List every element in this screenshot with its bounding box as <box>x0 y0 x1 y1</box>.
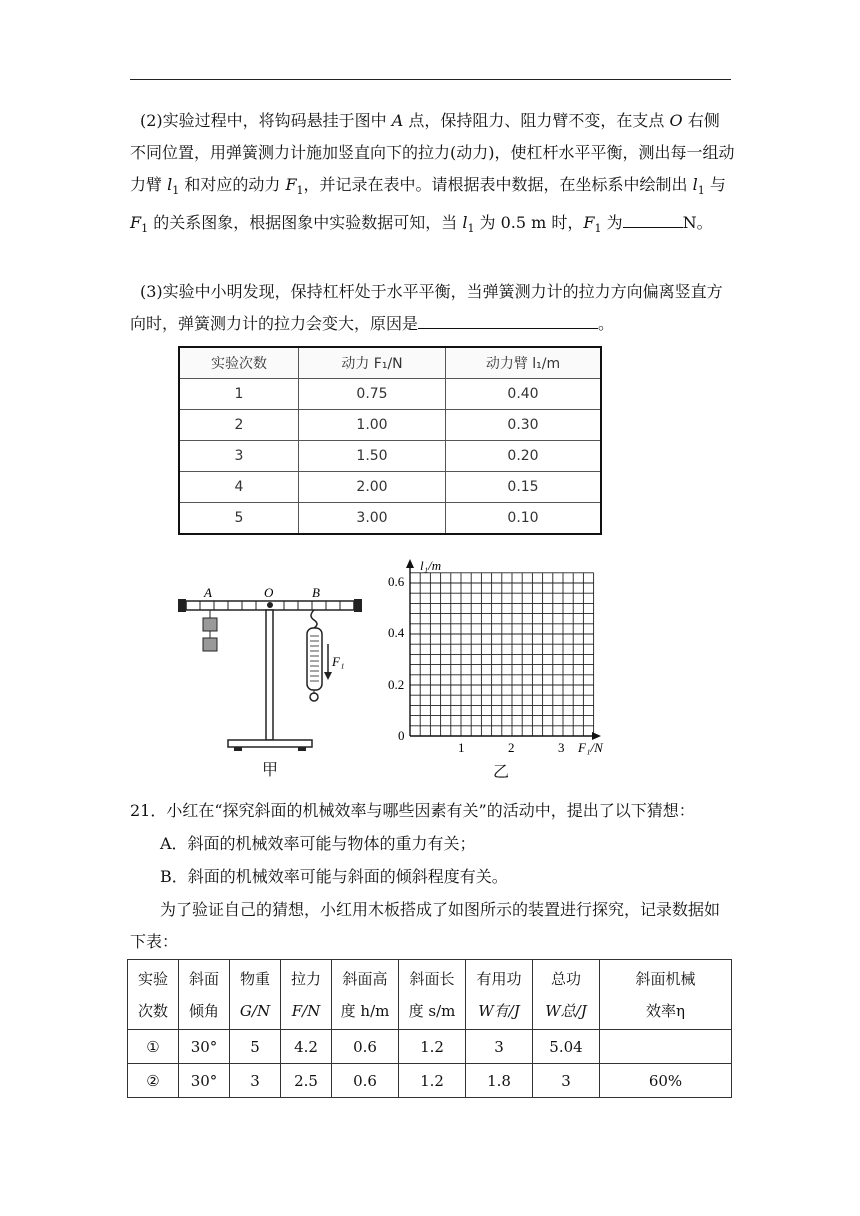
table-header: 拉力 F/N <box>281 960 332 1030</box>
lever-data-table <box>178 346 602 535</box>
cell: 0.15 <box>446 472 602 503</box>
force-label: F₁ <box>332 654 345 669</box>
x-axis-label: F₁/N <box>578 740 603 755</box>
q21-option-b: B．斜面的机械效率可能与斜面的倾斜程度有关。 <box>160 867 508 886</box>
cell: 30° <box>179 1064 230 1098</box>
cell: 1 <box>179 379 299 410</box>
force-arrow-icon <box>324 672 332 680</box>
cell: 0.20 <box>446 441 602 472</box>
scale-ring <box>310 693 318 701</box>
table-row <box>179 410 601 441</box>
point-label-o: O <box>264 585 274 600</box>
cell: 4 <box>179 472 299 503</box>
cell: ② <box>128 1064 179 1098</box>
balance-nut-left <box>178 599 186 612</box>
table-row <box>128 1030 732 1064</box>
y-tick-label: 0.2 <box>388 677 405 692</box>
support-post <box>266 610 273 740</box>
pivot-point <box>267 602 273 608</box>
figure-caption-yi: 乙 <box>493 762 510 781</box>
table-header: 总功 W总/J <box>533 960 600 1030</box>
table-header: 动力 F₁/N <box>299 347 446 379</box>
table-row <box>179 472 601 503</box>
cell: 2.00 <box>299 472 446 503</box>
y-tick-label: 0.4 <box>388 625 405 640</box>
x-tick-label: 1 <box>458 740 465 755</box>
cell: 0.40 <box>446 379 602 410</box>
q20-part3: (3)实验中小明发现，保持杠杆处于水平平衡，当弹簧测力计的拉力方向偏离竖直方向时，弹簧测力计的拉力会变大，原因是 。 <box>130 282 723 333</box>
figure-caption-jia: 甲 <box>262 760 279 779</box>
cell: 30° <box>179 1030 230 1064</box>
q21-intro: 为了验证自己的猜想，小红用木板搭成了如图所示的装置进行探究，记录数据如下表： <box>130 900 721 951</box>
table-header: 实验 次数 <box>128 960 179 1030</box>
cell: 0.30 <box>446 410 602 441</box>
cell: 5 <box>179 503 299 535</box>
hook-weight <box>203 638 217 651</box>
cell: 3 <box>230 1064 281 1098</box>
y-tick-label: 0.6 <box>388 574 405 589</box>
incline-data-table <box>127 959 732 1098</box>
table-header: 斜面机械 效率η <box>600 960 732 1030</box>
cell: 60% <box>600 1064 732 1098</box>
y-axis-arrow-icon <box>406 559 414 568</box>
cell: 2 <box>179 410 299 441</box>
cell: ① <box>128 1030 179 1064</box>
cell: 5.04 <box>533 1030 600 1064</box>
balance-nut-right <box>354 599 362 612</box>
table-row <box>179 503 601 535</box>
x-tick-label: 2 <box>508 740 515 755</box>
table-header: 实验次数 <box>179 347 299 379</box>
hook-weight <box>203 618 217 631</box>
cell: 3 <box>533 1064 600 1098</box>
table-row <box>179 441 601 472</box>
cell <box>600 1030 732 1064</box>
answer-blank-reason[interactable] <box>418 312 598 329</box>
y-tick-label: 0 <box>398 728 405 743</box>
table-header: 动力臂 l₁/m <box>446 347 602 379</box>
table-header: 有用功 W有/J <box>466 960 533 1030</box>
point-label-a: A <box>204 585 212 600</box>
table-header: 斜面长 度 s/m <box>399 960 466 1030</box>
table-header: 斜面高 度 h/m <box>332 960 399 1030</box>
table-row <box>128 1064 732 1098</box>
cell: 3 <box>466 1030 533 1064</box>
x-axis-arrow-icon <box>592 732 601 740</box>
cell: 1.2 <box>399 1030 466 1064</box>
cell: 0.10 <box>446 503 602 535</box>
answer-blank-force[interactable] <box>623 211 683 228</box>
y-axis-label: l₁/m <box>420 558 442 573</box>
q21-stem: 21．小红在“探究斜面的机械效率与哪些因素有关”的活动中，提出了以下猜想： <box>130 801 695 820</box>
cell: 0.6 <box>332 1064 399 1098</box>
cell: 1.8 <box>466 1064 533 1098</box>
q21-option-a: A．斜面的机械效率可能与物体的重力有关； <box>160 834 476 853</box>
table-header: 斜面 倾角 <box>179 960 230 1030</box>
cell: 2.5 <box>281 1064 332 1098</box>
cell: 3 <box>179 441 299 472</box>
table-row <box>179 379 601 410</box>
cell: 1.2 <box>399 1064 466 1098</box>
cell: 0.75 <box>299 379 446 410</box>
empty-coordinate-grid <box>380 554 620 784</box>
cell: 0.6 <box>332 1030 399 1064</box>
cell: 5 <box>230 1030 281 1064</box>
cell: 3.00 <box>299 503 446 535</box>
q20-part2: (2)实验过程中，将钩码悬挂于图中 A 点，保持阻力、阻力臂不变，在支点 O 右侧不同位置，用弹簧测力计施加竖直向下的拉力(动力)，使杠杆水平平衡，测出每一组动力臂 $l_1$ 和对应的动力 $F_1$，并记录在表中。请根据表中数据，在坐标系中绘制出 $l_1$ 与 $F_1$ 的关系图象，根据图象中实验数据可知，当 $l_1$ 为 0.5 m 时，$F_1$ 为 N。 <box>130 111 735 236</box>
cell: 4.2 <box>281 1030 332 1064</box>
table-header: 物重 G/N <box>230 960 281 1030</box>
cell: 1.00 <box>299 410 446 441</box>
cell: 1.50 <box>299 441 446 472</box>
lever-apparatus-figure <box>176 580 366 780</box>
base-plate <box>228 740 312 747</box>
point-label-b: B <box>312 585 320 600</box>
x-tick-label: 3 <box>558 740 565 755</box>
header-rule <box>130 79 731 80</box>
